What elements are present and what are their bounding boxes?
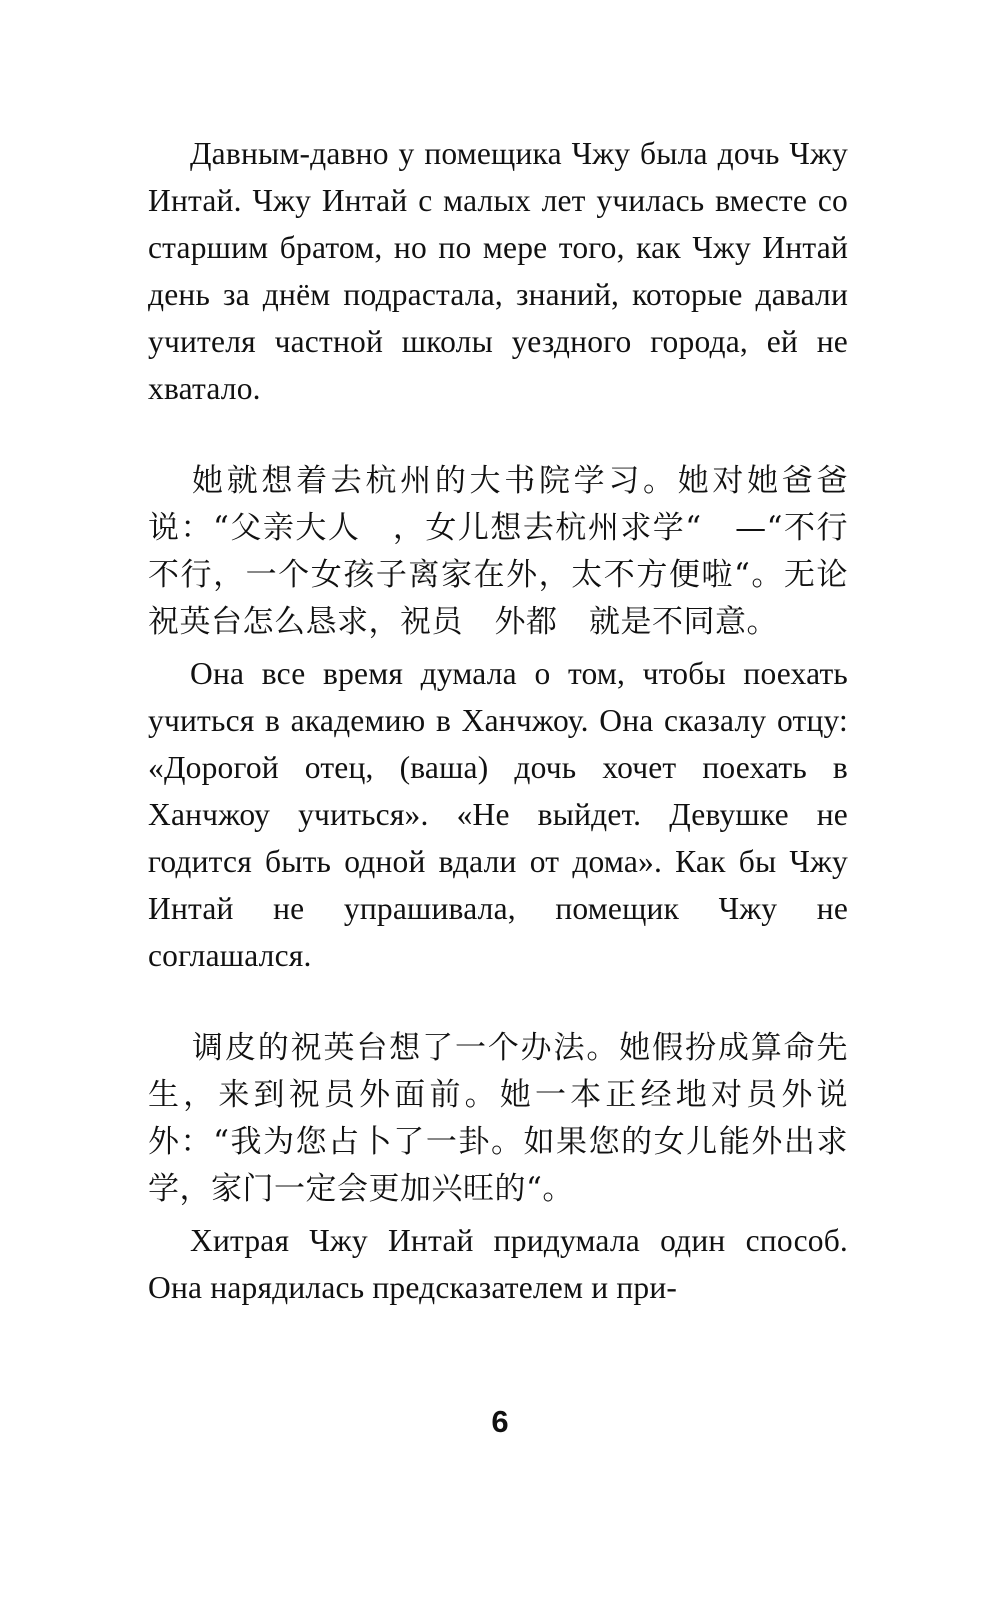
paragraph-chinese-2: 调皮的祝英台想了一个办法。她假扮成算命先生，来到祝员外面前。她一本正经地对员外说外：“我为您占卜了一卦。如果您的女儿能外出求学，家门一定会更加兴旺的“。 (148, 1030, 848, 1207)
paragraph-spacer (148, 412, 848, 458)
paragraph-russian-1: Давным-давно у помещика Чжу была дочь Чжу Интай. Чжу Интай с малых лет училась вместе со старшим братом, но по мере того, как Чжу Интай день за днём подрастала, знаний, которые давали учителя частной школы уездного города, ей не хватало. (148, 136, 848, 406)
paragraph-russian-3: Хитрая Чжу Интай придумала один способ. Она нарядилась предсказателем и при- (148, 1223, 848, 1305)
paragraph-chinese-1: 她就想着去杭州的大书院学习。她对她爸爸说：“父亲大人 ，女儿想去杭州求学“ —“不行不行，一个女孩子离家在外，太不方便啦“。无论祝英台怎么恳求，祝员 外都 就是不同意。 (148, 463, 848, 640)
page-number: 6 (491, 1404, 509, 1439)
paragraph-spacer (148, 979, 848, 1025)
paragraph-russian-2: Она все время думала о том, чтобы поехать учиться в академию в Ханчжоу. Она сказалу отцу: «Дорогой отец, (ваша) дочь хочет поехать в Ханчжоу учиться». «Не выйдет. Девушке не годится быть одной вдали от дома». Как бы Чжу Интай не упрашивала, помещик Чжу не соглашался. (148, 656, 848, 973)
